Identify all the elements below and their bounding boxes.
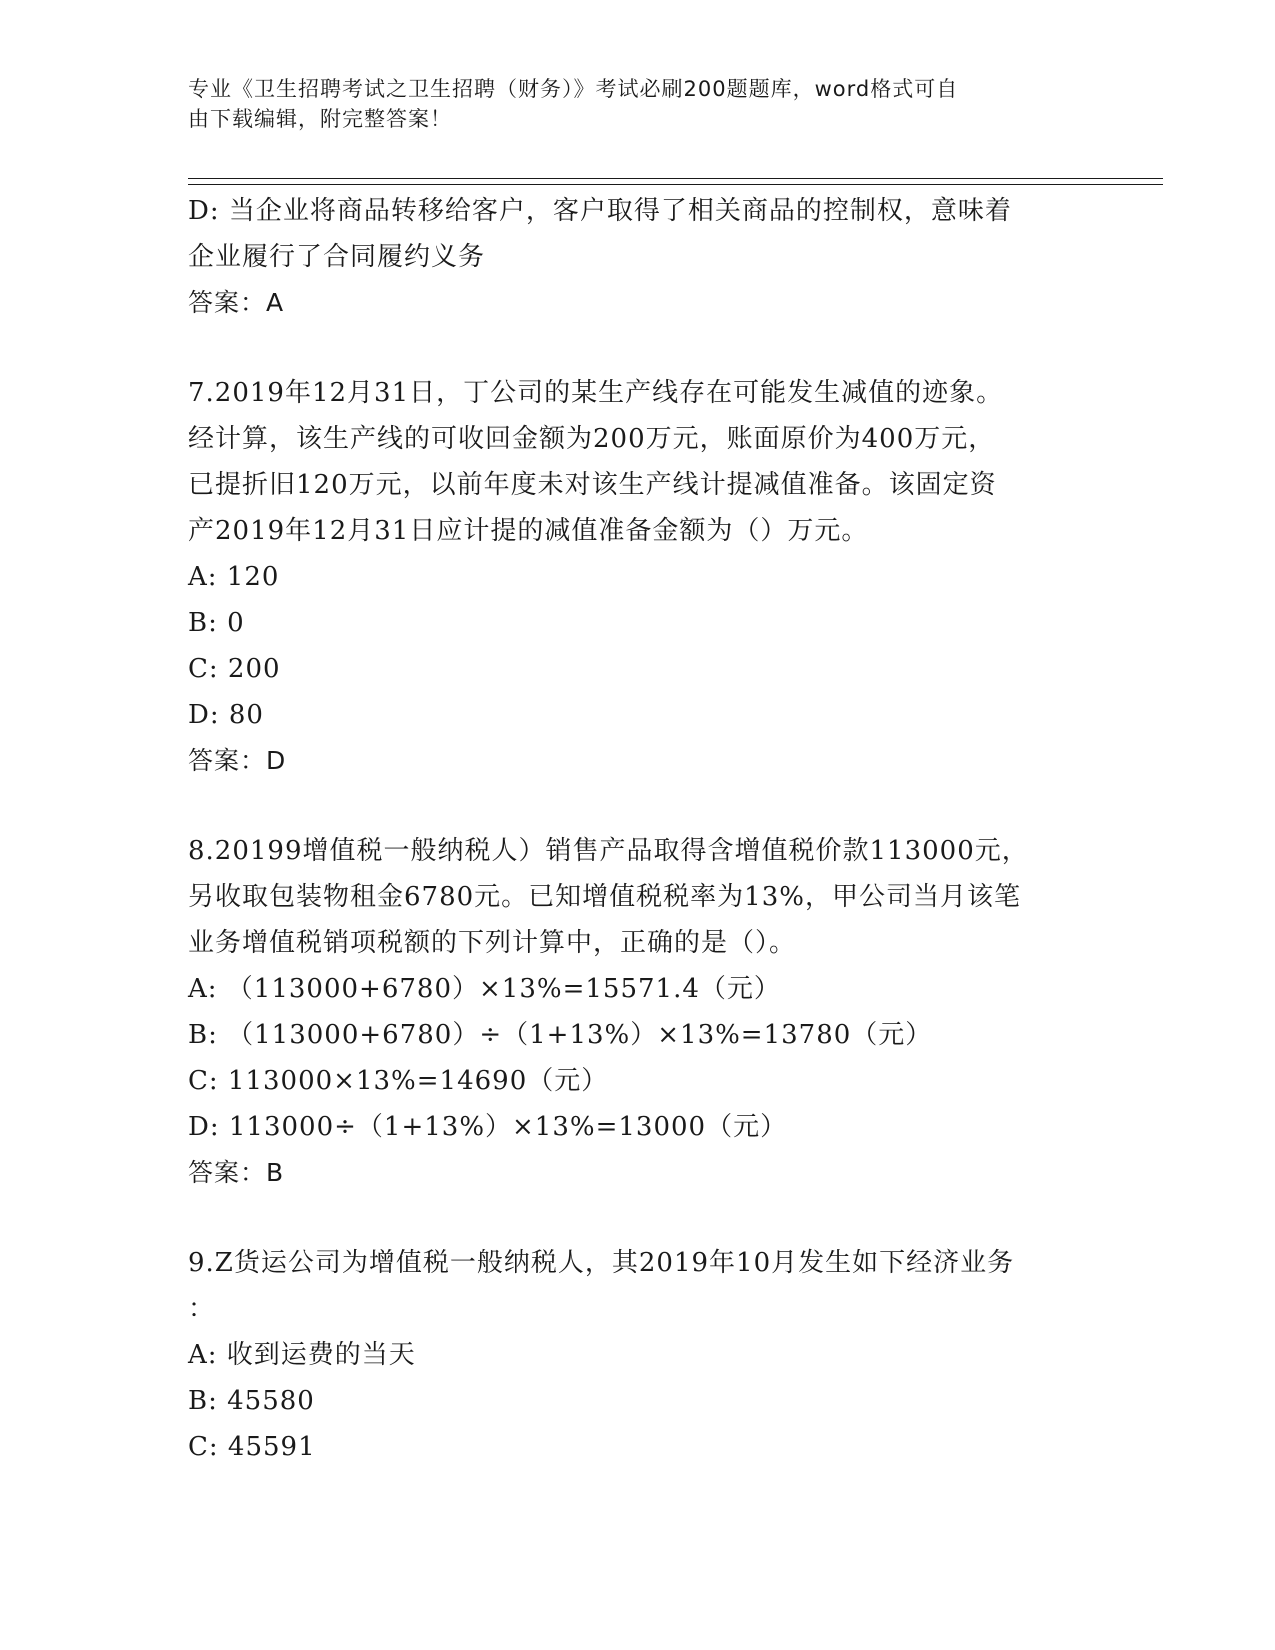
header-line-1: 专业《卫生招聘考试之卫生招聘（财务）》考试必刷200题题库，word格式可自	[188, 77, 959, 101]
question-stem-line: 另收取包装物租金6780元。已知增值税税率为13%，甲公司当月该笔	[188, 882, 1021, 912]
question-stem-line: 经计算，该生产线的可收回金额为200万元，账面原价为400万元，	[188, 424, 996, 454]
option-a: A: （113000+6780）×13%=15571.4（元）	[188, 974, 781, 1004]
option-b: B: 0	[188, 608, 245, 638]
answer-label: 答案：B	[188, 1158, 285, 1187]
document-header	[188, 74, 1068, 134]
question-7	[188, 370, 1088, 784]
option-b: B: 45580	[188, 1386, 315, 1416]
question-stem-line: 8.20199增值税一般纳税人）销售产品取得含增值税价款113000元，	[188, 836, 1029, 866]
question-8	[188, 828, 1088, 1196]
option-a: A: 收到运费的当天	[188, 1340, 416, 1370]
option-a: A: 120	[188, 562, 280, 592]
answer-label: 答案：D	[188, 746, 287, 775]
question-stem-line: 7.2019年12月31日，丁公司的某生产线存在可能发生减值的迹象。	[188, 378, 1004, 408]
option-b: B: （113000+6780）÷（1+13%）×13%=13780（元）	[188, 1020, 933, 1050]
answer-label: 答案：A	[188, 288, 285, 317]
question-stem-line: ：	[188, 1294, 216, 1324]
option-d: D: 80	[188, 700, 264, 730]
header-divider-top	[188, 178, 1163, 179]
header-divider-bottom	[188, 184, 1163, 185]
option-d-line-1: D: 当企业将商品转移给客户，客户取得了相关商品的控制权，意味着	[188, 196, 1012, 226]
option-d: D: 113000÷（1+13%）×13%=13000（元）	[188, 1112, 788, 1142]
document-body	[188, 188, 1088, 1470]
question-stem-line: 9.Z货运公司为增值税一般纳税人，其2019年10月发生如下经济业务	[188, 1248, 1015, 1278]
question-9	[188, 1240, 1088, 1470]
question-stem-line: 业务增值税销项税额的下列计算中，正确的是（）。	[188, 928, 797, 958]
header-line-2: 由下载编辑，附完整答案！	[188, 107, 452, 131]
option-d-line-2: 企业履行了合同履约义务	[188, 242, 486, 272]
option-c: C: 45591	[188, 1432, 316, 1462]
prev-question	[188, 188, 1088, 326]
question-stem-line: 已提折旧120万元，以前年度未对该生产线计提减值准备。该固定资	[188, 470, 997, 500]
option-c: C: 200	[188, 654, 281, 684]
option-c: C: 113000×13%=14690（元）	[188, 1066, 609, 1096]
question-stem-line: 产2019年12月31日应计提的减值准备金额为（）万元。	[188, 516, 869, 546]
